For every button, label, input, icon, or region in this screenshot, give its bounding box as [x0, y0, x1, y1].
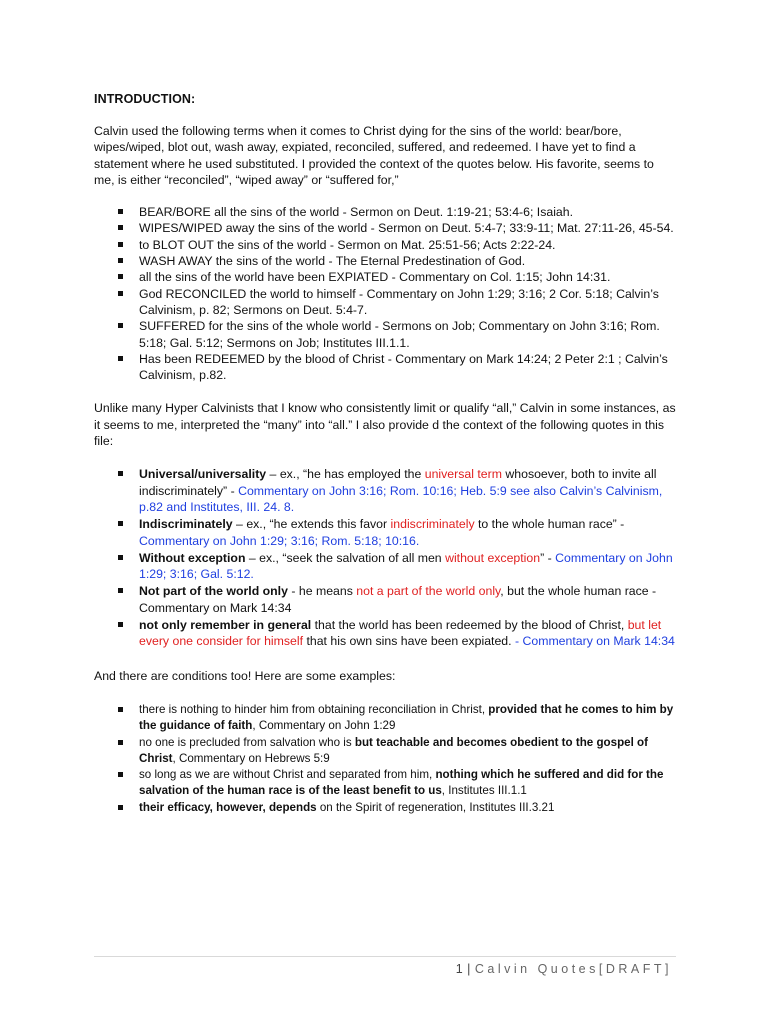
term-bold: Universal/universality [139, 467, 267, 482]
condition-bold: provided that he comes to him by the guidance of faith [139, 702, 674, 733]
list-item: BEAR/BORE all the sins of the world - Sermon on Deut. 1:19-21; 53:4-6; Isaiah. [94, 204, 676, 220]
footer-divider [94, 956, 676, 957]
condition-bold: their efficacy, however, depends [139, 800, 317, 814]
condition-text: so long as we are without Christ and separated from him, [139, 768, 436, 782]
list-item [94, 800, 676, 816]
list-item: Has been REDEEMED by the blood of Christ - Commentary on Mark 14:24; 2 Peter 2:1 ; Calvin’s Calvinism, p.82. [94, 351, 676, 384]
term-bold: Not part of the world only [139, 584, 288, 599]
list-item: all the sins of the world have been EXPIATED - Commentary on Col. 1:15; John 14:31. [94, 269, 676, 285]
list-item [94, 516, 676, 549]
list-item [94, 583, 676, 616]
term-reference: Commentary on John 1:29; 3:16; Rom. 5:18; 10:16. [139, 533, 420, 548]
list-item [94, 735, 676, 768]
term-reference: Commentary on John 1:29; 3:16; Gal. 5:12. [139, 550, 673, 582]
list-item [94, 702, 676, 735]
page-number: 1 [455, 962, 464, 976]
term-text: whosoever, both to invite all indiscriminately” - [139, 467, 657, 498]
term-text: to the whole human race” - [474, 517, 625, 532]
terms-list [94, 204, 676, 383]
intro-paragraph: Calvin used the following terms when it comes to Christ dying for the sins of the world: bear/bore, wipes/wiped, blot out, wash away, expiated, reconciled, suffered, and redeemed. I have yet to find a statement where he used substituted. I provided the context of the quotes below. His favorite, seems to me, is either “reconciled”, “wiped away” or “suffered for,” [94, 124, 654, 187]
term-bold: Indiscriminately [139, 517, 233, 532]
term-highlight: not a part of the world only [356, 584, 501, 599]
term-text: that the world has been redeemed by the blood of Christ, [311, 618, 628, 633]
list-item [94, 617, 676, 650]
term-text: that his own sins have been expiated. [303, 634, 515, 649]
list-item [94, 550, 676, 583]
list-item: WASH AWAY the sins of the world - The Eternal Predestination of God. [94, 253, 676, 269]
term-text: ” - [540, 550, 556, 565]
list-item: to BLOT OUT the sins of the world - Sermon on Mat. 25:51-56; Acts 2:22-24. [94, 237, 676, 253]
condition-text: no one is precluded from salvation who is [139, 735, 355, 749]
term-reference: - Commentary on Mark 14:34 [514, 634, 675, 649]
list-item [94, 767, 676, 800]
term-bold: Without exception [139, 550, 246, 565]
conditions-list [94, 702, 676, 816]
list-item: SUFFERED for the sins of the whole world - Sermons on Job; Commentary on John 3:16; Rom. 5:18; Gal. 5:12; Sermons on Job; Institutes III.1.1. [94, 318, 676, 351]
list-item: God RECONCILED the world to himself - Commentary on John 1:29; 3:16; 2 Cor. 5:18; Calvin’s Calvinism, p. 82; Sermons on Deut. 5:4-7. [94, 286, 676, 319]
conditions-paragraph: And there are conditions too! Here are some examples: [94, 668, 396, 683]
term-bold: not only remember in general [139, 618, 312, 633]
condition-text: , Commentary on John 1:29 [252, 719, 396, 733]
term-highlight: universal term [424, 467, 502, 482]
term-highlight: but let every one consider for himself [139, 618, 662, 649]
unlike-paragraph: Unlike many Hyper Calvinists that I know who consistently limit or qualify “all,” Calvin in some instances, as it seems to me, interpreted the “many” into “all.” I also provide d the context of the following quotes in this file: [94, 401, 676, 449]
term-reference: Commentary on John 3:16; Rom. 10:16; Heb. 5:9 see also Calvin’s Calvinism, p.82 and Institutes, III. 24. 8. [139, 483, 663, 514]
condition-text: , Institutes III.1.1 [441, 784, 527, 798]
term-highlight: without exception [445, 550, 541, 565]
footer-separator: | [463, 962, 475, 976]
condition-bold: but teachable and becomes obedient to the gospel of Christ [139, 735, 648, 765]
term-text: – ex., “he extends this favor [232, 517, 391, 532]
footer-title: Calvin Quotes[DRAFT] [474, 962, 672, 976]
document-body [94, 92, 676, 816]
term-text: - he means [287, 584, 357, 599]
condition-bold: nothing which he suffered and did for the salvation of the human race is of the least benefit to us [139, 768, 664, 798]
condition-text: , Commentary on Hebrews 5:9 [172, 751, 330, 765]
term-highlight: indiscriminately [390, 517, 475, 532]
condition-text: on the Spirit of regeneration, Institutes III.3.21 [316, 800, 555, 814]
universal-list [94, 466, 676, 649]
page-footer [456, 962, 672, 976]
page-title: INTRODUCTION: [94, 92, 196, 106]
term-text: , but the whole human race - Commentary on Mark 14:34 [139, 584, 657, 615]
term-text: – ex., “he has employed the [266, 467, 425, 482]
list-item [94, 466, 676, 515]
list-item: WIPES/WIPED away the sins of the world - Sermon on Deut. 5:4-7; 33:9-11; Mat. 27:11-26, 45-54. [94, 220, 676, 236]
term-text: – ex., “seek the salvation of all men [245, 550, 446, 565]
condition-text: there is nothing to hinder him from obtaining reconciliation in Christ, [139, 702, 489, 716]
